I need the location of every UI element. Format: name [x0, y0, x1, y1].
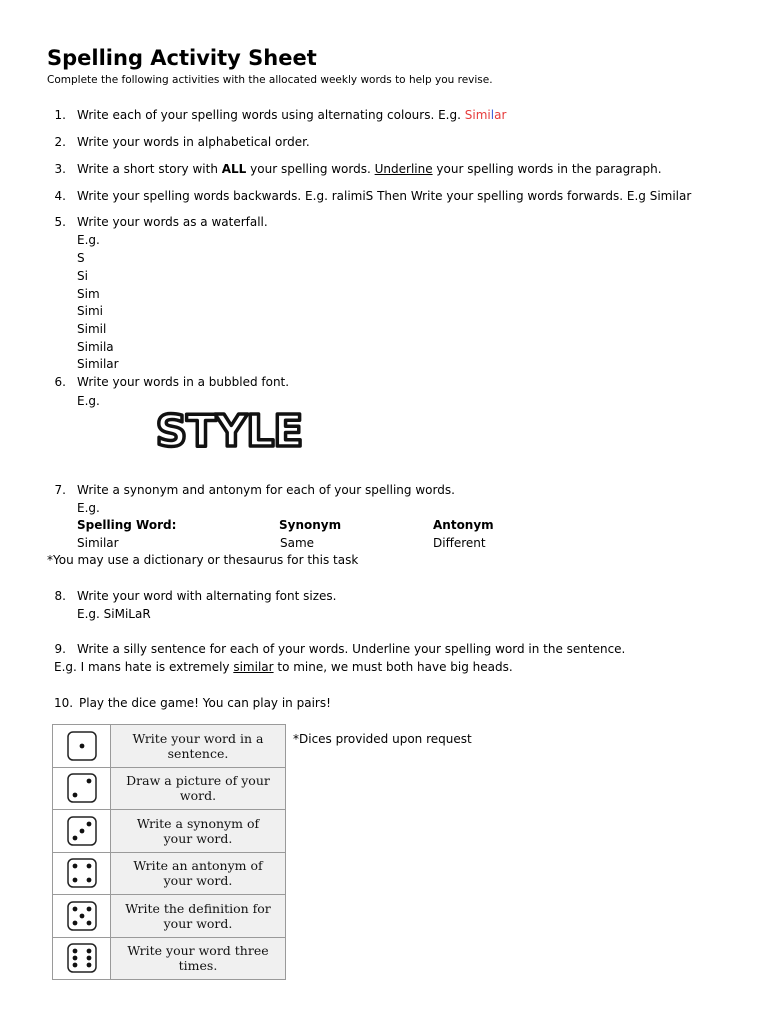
item-5-eg: E.g. — [77, 233, 100, 247]
item-7-text: Write a synonym and antonym for each of your spelling words. — [77, 483, 455, 497]
item-8-eg: E.g. SiMiLaR — [77, 607, 151, 621]
item-4-text: Write your spelling words backwards. E.g. ralimiS Then Write your spelling words forwards. E.g Similar — [77, 189, 692, 203]
item-3-part: your spelling words in the paragraph. — [432, 162, 662, 176]
die-pip — [72, 920, 77, 925]
item-number: 7. — [54, 483, 66, 497]
header-antonym: Antonym — [433, 518, 494, 532]
die-pip — [86, 963, 91, 968]
table-row — [53, 852, 286, 895]
die-pip — [72, 956, 77, 961]
die-one-icon — [66, 730, 98, 762]
colour-letter: r — [501, 108, 507, 122]
colour-letter: l — [490, 108, 495, 122]
waterfall-line: Sim — [77, 287, 100, 301]
die-pip — [72, 963, 77, 968]
item-9-eg-part: to mine, we must both have big heads. — [273, 660, 513, 674]
example-spelling-word: Similar — [77, 536, 119, 550]
die-pip — [86, 920, 91, 925]
item-number: 8. — [54, 589, 66, 603]
item-10-text: Play the dice game! You can play in pairs! — [79, 696, 331, 710]
page-subtitle: Complete the following activities with the allocated weekly words to help you revise. — [47, 74, 493, 86]
die-five-icon — [66, 900, 98, 932]
alternating-colour-example — [465, 108, 507, 122]
waterfall-line: Simil — [77, 322, 107, 336]
item-number: 9. — [54, 642, 66, 656]
dice-instruction-line: times. — [178, 958, 218, 974]
die-pip — [86, 821, 91, 826]
dictionary-note: *You may use a dictionary or thesaurus for this task — [47, 553, 359, 567]
dice-note: *Dices provided upon request — [293, 732, 472, 746]
die-pip — [72, 835, 77, 840]
die-outline — [68, 859, 96, 887]
dice-game-table — [52, 724, 286, 980]
die-pip — [72, 864, 77, 869]
bubble-word: STYLE — [155, 406, 303, 456]
dice-instruction-line: Draw a picture of your — [126, 773, 270, 789]
example-antonym: Different — [433, 536, 486, 550]
item-3-text — [77, 162, 662, 177]
item-6-text: Write your words in a bubbled font. — [77, 375, 290, 389]
dice-instruction-line: Write a synonym of — [136, 815, 260, 831]
item-1-text — [77, 108, 506, 123]
die-two-icon — [66, 772, 98, 804]
item-number: 4. — [54, 189, 66, 203]
item-5-text: Write your words as a waterfall. — [77, 215, 268, 229]
die-three-icon — [66, 815, 98, 847]
item-1-instruction: Write each of your spelling words using alternating colours. E.g. — [77, 108, 465, 122]
die-pip — [72, 949, 77, 954]
die-pip — [72, 793, 77, 798]
item-number: 6. — [54, 375, 66, 389]
dice-instruction-line: your word. — [163, 915, 233, 931]
item-3-part: Write a short story with — [77, 162, 222, 176]
dice-instruction-line: sentence. — [167, 745, 229, 761]
example-synonym: Same — [280, 536, 315, 550]
item-9-eg-part: E.g. I mans hate is extremely — [54, 660, 234, 674]
dice-instruction-line: your word. — [163, 873, 233, 889]
page-title: Spelling Activity Sheet — [47, 46, 317, 70]
colour-letter: i — [487, 108, 491, 122]
header-spelling-word: Spelling Word: — [77, 518, 177, 532]
dice-instruction-line: your word. — [163, 830, 233, 846]
waterfall-line: S — [77, 251, 85, 265]
waterfall-line: Simila — [77, 340, 114, 354]
die-pip — [72, 878, 77, 883]
die-pip — [79, 913, 84, 918]
die-pip — [86, 949, 91, 954]
table-row — [53, 895, 286, 938]
item-number: 10. — [54, 696, 74, 710]
item-3-bold: ALL — [221, 162, 247, 176]
item-3-part: your spelling words. — [246, 162, 375, 176]
item-3-underlined: Underline — [374, 162, 433, 176]
dice-instruction-line: Write your word in a — [132, 730, 264, 746]
die-outline — [68, 944, 96, 972]
dice-instruction-line: Write an antonym of — [133, 858, 263, 874]
table-row — [53, 810, 286, 853]
item-number: 1. — [54, 108, 66, 122]
item-9-text: Write a silly sentence for each of your words. Underline your spelling word in the sentence. — [77, 642, 626, 656]
item-2-text: Write your words in alphabetical order. — [77, 135, 310, 149]
item-number: 5. — [54, 215, 66, 229]
die-pip — [72, 906, 77, 911]
colour-letter: a — [494, 108, 502, 122]
colour-letter: m — [475, 108, 488, 122]
die-pip — [86, 779, 91, 784]
item-8-text: Write your word with alternating font sizes. — [77, 589, 337, 603]
die-outline — [68, 774, 96, 802]
waterfall-line: Similar — [77, 357, 119, 371]
die-four-icon — [66, 857, 98, 889]
header-synonym: Synonym — [279, 518, 342, 532]
waterfall-line: Simi — [77, 304, 103, 318]
die-pip — [79, 743, 84, 748]
colour-letter: i — [472, 108, 476, 122]
die-pip — [86, 906, 91, 911]
bubble-font-style-image — [140, 404, 318, 456]
item-6-eg: E.g. — [77, 394, 100, 408]
item-9-underlined: similar — [233, 660, 274, 674]
dice-instruction-line: Write your word three — [127, 943, 269, 959]
colour-letter: S — [464, 108, 473, 122]
die-pip — [86, 956, 91, 961]
die-pip — [86, 864, 91, 869]
die-pip — [86, 878, 91, 883]
item-7-eg: E.g. — [77, 501, 100, 515]
waterfall-line: Si — [77, 269, 88, 283]
die-pip — [79, 828, 84, 833]
table-row — [53, 767, 286, 810]
die-six-icon — [66, 942, 98, 974]
table-row — [53, 725, 286, 768]
table-row — [53, 937, 286, 980]
item-number: 2. — [54, 135, 66, 149]
item-9-eg — [54, 660, 513, 675]
item-number: 3. — [54, 162, 66, 176]
dice-instruction-line: word. — [179, 788, 217, 804]
dice-instruction-line: Write the definition for — [125, 900, 271, 916]
